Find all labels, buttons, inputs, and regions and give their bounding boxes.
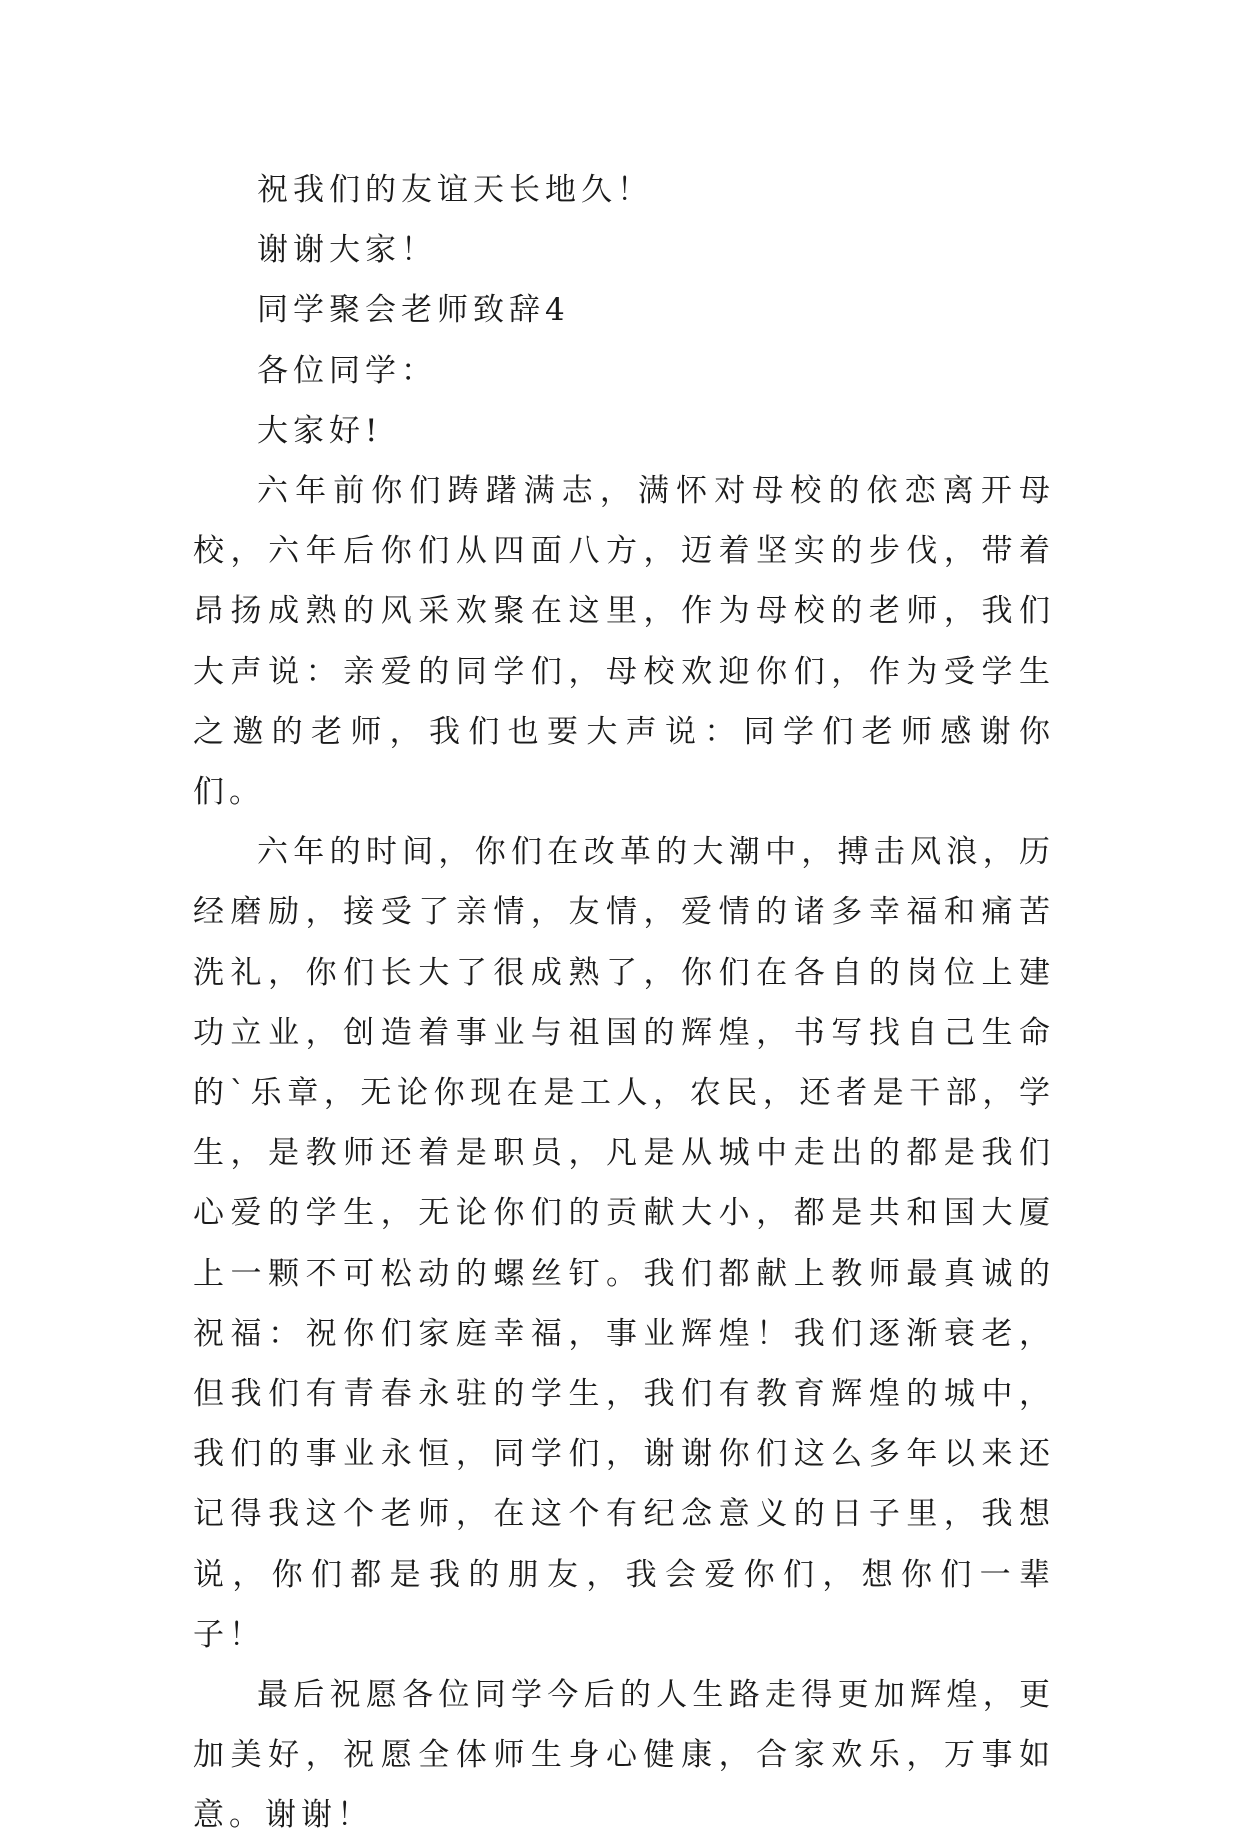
thanks-line: 谢谢大家！ (257, 232, 437, 269)
body-paragraph-3: 最后祝愿各位同学今后的人生路走得更加辉煌，更加美好，祝愿全体师生身心健康，合家欢乐，万事如意。谢谢！ (193, 1677, 1055, 1834)
section-title: 同学聚会老师致辞4 (257, 292, 570, 329)
greeting: 大家好! (257, 412, 383, 449)
closing-wish-line: 祝我们的友谊天长地久！ (257, 172, 653, 208)
body-paragraph-1: 六年前你们踌躇满志，满怀对母校的依恋离开母校，六年后你们从四面八方，迈着坚实的步伐，带着昂扬成熟的风采欢聚在这里，作为母校的老师，我们大声说：亲爱的同学们，母校欢迎你们，作为受学生之邀的老师，我们也要大声说：同学们老师感谢你们。 (193, 473, 1055, 811)
salutation: 各位同学： (257, 352, 437, 389)
document-body (193, 160, 1055, 1846)
body-paragraph-2: 六年的时间，你们在改革的大潮中，搏击风浪，历经磨励，接受了亲情，友情，爱情的诸多幸福和痛苦洗礼，你们长大了很成熟了，你们在各自的岗位上建功立业，创造着事业与祖国的辉煌，书写找自己生命的`乐章，无论你现在是工人，农民，还者是干部，学生，是教师还着是职员，凡是从城中走出的都是我们心爱的学生，无论你们的贡献大小，都是共和国大厦上一颗不可松动的螺丝钉。我们都献上教师最真诚的祝福：祝你们家庭幸福，事业辉煌！我们逐渐衰老，但我们有青春永驻的学生，我们有教育辉煌的城中，我们的事业永恒，同学们，谢谢你们这么多年以来还记得我这个老师，在这个有纪念意义的日子里，我想说，你们都是我的朋友，我会爱你们，想你们一辈子！ (193, 834, 1055, 1653)
